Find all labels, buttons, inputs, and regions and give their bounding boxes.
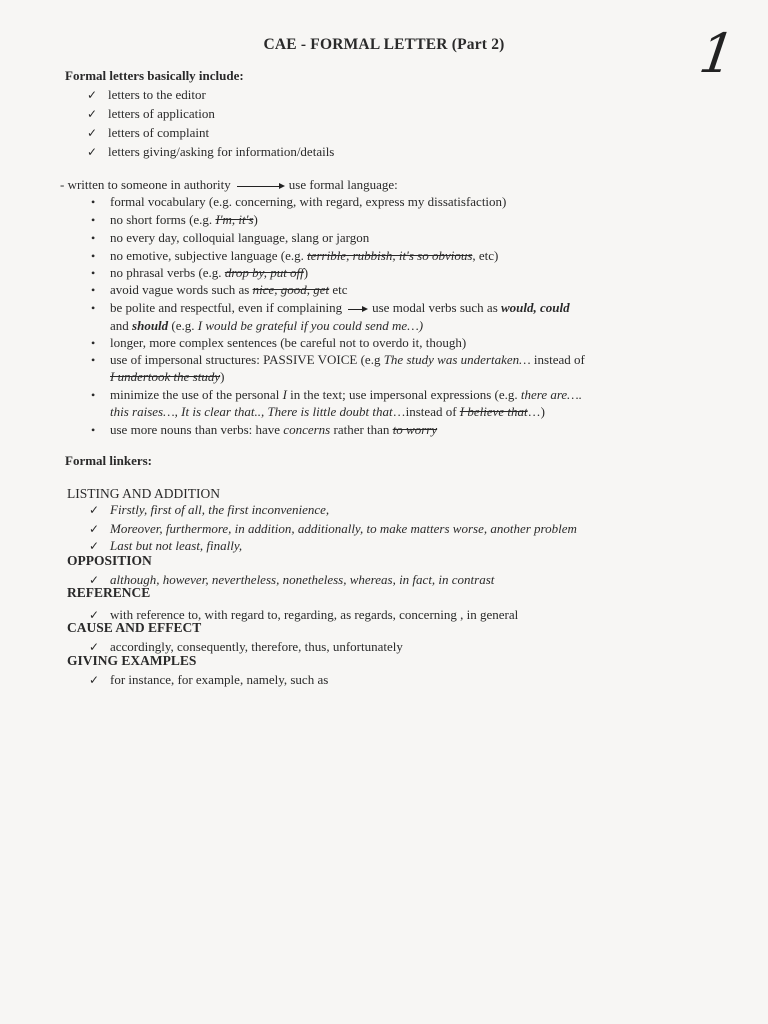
text-segment: longer, more complex sentences (be careful not to overdo it, though) <box>110 335 467 350</box>
text-segment: accordingly, consequently, therefore, thus, unfortunately <box>110 639 403 654</box>
text-segment: OPPOSITION <box>67 553 152 568</box>
text-segment: I <box>282 387 287 402</box>
list-item <box>110 404 545 420</box>
struck-out-text: terrible, rubbish, it's so obvious <box>307 248 473 263</box>
struck-out-text: to worry <box>392 422 438 437</box>
text-segment: should <box>132 318 169 333</box>
bullet-icon: • <box>91 266 96 280</box>
list-item <box>91 387 582 403</box>
text-segment: …) <box>527 404 545 419</box>
text-segment: Firstly, first of all, the first inconvenience, <box>110 502 330 517</box>
text-segment: for instance, for example, namely, such as <box>110 672 329 687</box>
text-segment: instead of <box>530 352 585 367</box>
bullet-icon: • <box>91 353 96 367</box>
text-segment: there are…. <box>520 387 582 402</box>
checkmark-icon: ✓ <box>87 107 98 121</box>
text-segment: use more nouns than verbs: have <box>110 422 284 437</box>
text-segment: LISTING AND ADDITION <box>67 486 220 501</box>
list-item <box>89 502 330 518</box>
arrow-right-icon <box>348 309 366 310</box>
text-segment: - written to someone in authority <box>60 177 231 192</box>
struck-out-text: I undertook the study <box>110 369 221 384</box>
checkmark-icon: ✓ <box>89 673 100 687</box>
struck-out-text: I believe that <box>459 404 528 419</box>
struck-out-text: drop by, put off <box>224 265 304 280</box>
list-item <box>91 212 258 228</box>
text-segment: The study was undertaken… <box>383 352 531 367</box>
text-segment: Formal letters basically include: <box>65 68 244 83</box>
section-heading <box>67 620 201 636</box>
bullet-icon: • <box>91 336 96 350</box>
list-item <box>91 422 438 438</box>
list-item <box>91 230 370 246</box>
text-segment: I would be grateful if you could send me…) <box>197 318 424 333</box>
text-segment: letters of complaint <box>108 125 210 140</box>
text-segment: no every day, colloquial language, slang or jargon <box>110 230 370 245</box>
bullet-icon: • <box>91 283 96 297</box>
section-heading <box>67 486 220 502</box>
list-item <box>91 265 309 281</box>
text-segment: although, however, nevertheless, nonetheless, whereas, in fact, in contrast <box>110 572 495 587</box>
checkmark-icon: ✓ <box>89 503 100 517</box>
list-item <box>87 106 215 122</box>
text-segment: Last but not least, finally, <box>110 538 243 553</box>
list-item <box>91 282 348 298</box>
text-segment: GIVING EXAMPLES <box>67 653 197 668</box>
struck-out-text: nice, good, get <box>252 282 330 297</box>
checkmark-icon: ✓ <box>87 145 98 159</box>
list-item <box>60 177 398 193</box>
list-item <box>87 144 335 160</box>
bullet-icon: • <box>91 195 96 209</box>
text-segment: use modal verbs such as <box>372 300 502 315</box>
list-item <box>91 194 507 210</box>
text-segment: , etc) <box>472 248 499 263</box>
text-segment: ) <box>303 265 309 280</box>
text-segment: letters giving/asking for information/details <box>108 144 335 159</box>
list-item <box>91 300 570 316</box>
list-item <box>87 87 206 103</box>
text-segment: be polite and respectful, even if complaining <box>110 300 343 315</box>
list-item <box>110 369 224 385</box>
text-segment: …instead of <box>392 404 460 419</box>
checkmark-icon: ✓ <box>89 573 100 587</box>
text-segment: formal vocabulary (e.g. concerning, with regard, express my dissatisfaction) <box>110 194 507 209</box>
list-item <box>89 672 329 688</box>
section-heading <box>67 653 196 669</box>
list-item <box>110 318 423 334</box>
text-segment: letters of application <box>108 106 215 121</box>
text-segment: Moreover, furthermore, in addition, additionally, to make matters worse, another problem <box>110 521 577 536</box>
checkmark-icon: ✓ <box>87 88 98 102</box>
heading <box>65 453 152 469</box>
document-title: CAE - FORMAL LETTER (Part 2) <box>263 36 505 53</box>
struck-out-text: I'm, it's <box>215 212 254 227</box>
text-segment: no emotive, subjective language (e.g. <box>110 248 308 263</box>
checkmark-icon: ✓ <box>89 640 100 654</box>
text-segment: minimize the use of the personal <box>110 387 283 402</box>
text-segment: no phrasal verbs (e.g. <box>110 265 225 280</box>
list-item <box>89 572 495 588</box>
text-segment: use of impersonal structures: PASSIVE VOICE (e.g <box>110 352 384 367</box>
list-item <box>91 352 585 368</box>
text-segment: etc <box>329 282 348 297</box>
text-segment: would, could <box>501 300 570 315</box>
text-segment: (e.g. <box>168 318 198 333</box>
text-segment: rather than <box>330 422 393 437</box>
list-item <box>91 335 467 351</box>
text-segment: REFERENCE <box>67 585 151 600</box>
text-segment: with reference to, with regard to, regarding, as regards, concerning , in general <box>110 607 519 622</box>
list-item <box>89 521 577 537</box>
bullet-icon: • <box>91 231 96 245</box>
text-segment: in the text; use impersonal expressions (e.g. <box>286 387 521 402</box>
heading <box>65 68 244 84</box>
text-segment: letters to the editor <box>108 87 206 102</box>
section-heading <box>67 585 150 601</box>
checkmark-icon: ✓ <box>89 608 100 622</box>
bullet-icon: • <box>91 213 96 227</box>
bullet-icon: • <box>91 301 96 315</box>
text-segment: CAUSE AND EFFECT <box>67 620 202 635</box>
bullet-icon: • <box>91 249 96 263</box>
text-segment: this raises…, It is clear that.., There is little doubt that <box>110 404 393 419</box>
text-segment: and <box>110 318 133 333</box>
checkmark-icon: ✓ <box>89 539 100 553</box>
list-item <box>87 125 210 141</box>
arrow-right-icon <box>237 186 283 187</box>
text-segment: Formal linkers: <box>65 453 153 468</box>
checkmark-icon: ✓ <box>87 126 98 140</box>
text-segment: concerns <box>283 422 331 437</box>
handwritten-page-number: 1 <box>695 22 739 85</box>
text-segment: use formal language: <box>288 177 398 192</box>
text-segment: no short forms (e.g. <box>110 212 216 227</box>
bullet-icon: • <box>91 388 96 402</box>
checkmark-icon: ✓ <box>89 522 100 536</box>
list-item <box>91 248 499 264</box>
bullet-icon: • <box>91 423 96 437</box>
text-segment: avoid vague words such as <box>110 282 253 297</box>
section-heading <box>67 553 152 569</box>
list-item <box>89 538 243 554</box>
text-segment: ) <box>220 369 225 384</box>
text-segment: ) <box>253 212 258 227</box>
